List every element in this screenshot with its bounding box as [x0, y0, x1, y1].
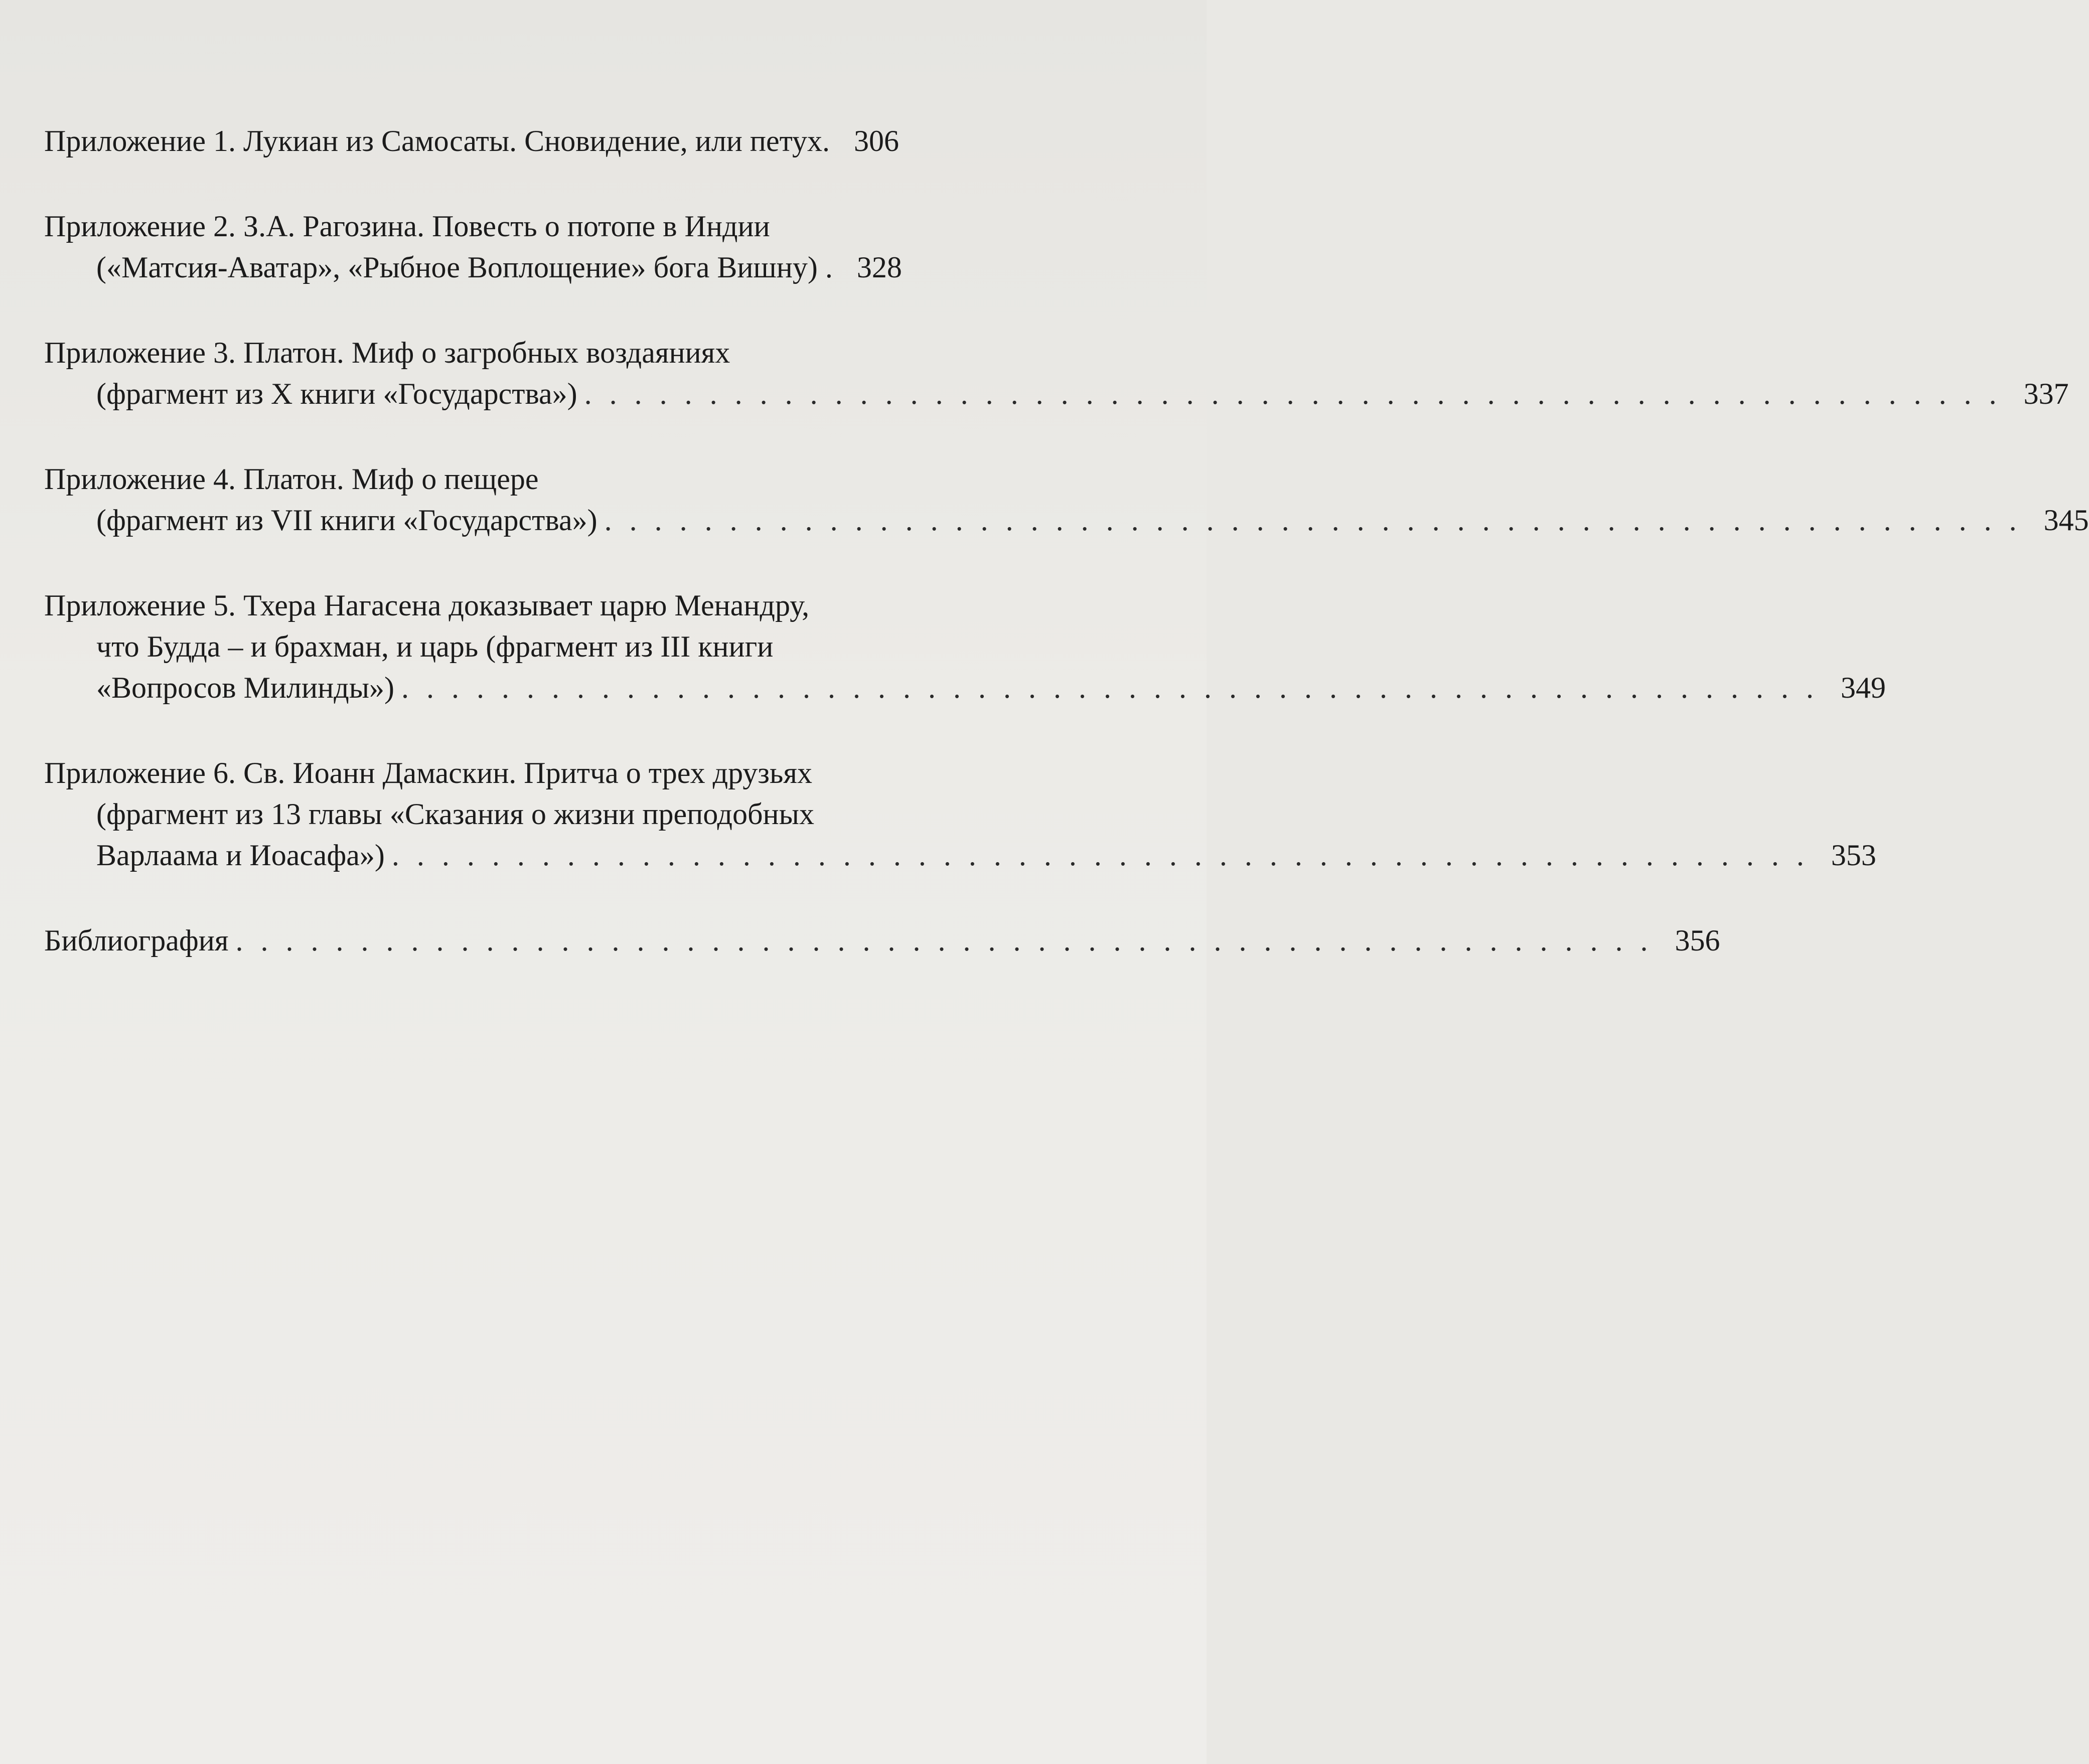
toc-entry-title: Приложение 5. Тхера Нагасена доказывает царю Менандру,: [44, 589, 810, 622]
toc-entry-appendix-6: [44, 752, 1876, 876]
toc-line: [44, 920, 1720, 961]
toc-entry-appendix-2: [44, 206, 1027, 288]
toc-entry-title-cont: (фрагмент из 13 главы «Сказания о жизни преподобных: [96, 797, 814, 831]
toc-line: [44, 373, 2069, 414]
toc-entry-title-cont: «Вопросов Милинды»): [96, 671, 395, 704]
toc-page-number: 337: [2023, 377, 2069, 410]
toc-entry-appendix-1: [44, 120, 1027, 162]
toc-leader-dots: . . . . . . . . . . . . . . . . . . . . . . . . . . . . . . . . . . . . . . . . . . . . . . . . . . . . . . . . .: [401, 671, 1819, 704]
toc-page-number: 356: [1675, 924, 1720, 957]
toc-entry-title-cont: Варлаама и Иоасафа»): [96, 839, 385, 872]
toc-line: [44, 458, 1027, 500]
toc-entry-title: Библиография: [44, 924, 229, 957]
toc-line: [44, 120, 1027, 162]
toc-entry-title-cont: что Будда – и брахман, и царь (фрагмент из III книги: [96, 630, 774, 663]
toc-leader-dots: . . . . . . . . . . . . . . . . . . . . . . . . . . . . . . . . . . . . . . . . . . . . . . . . . . . . . . . . .: [391, 839, 1809, 872]
toc-leader-dots: . . . . . . . . . . . . . . . . . . . . . . . . . . . . . . . . . . . . . . . . . . . . . . . . . . . . . . . . .: [584, 377, 2002, 410]
toc-line: [44, 835, 1876, 876]
table-of-contents: [44, 120, 2089, 1005]
toc-line: [44, 332, 1027, 373]
toc-line: [44, 247, 1027, 288]
toc-line: [44, 500, 2089, 541]
toc-entry-title: Приложение 1. Лукиан из Самосаты. Сновидение, или петух.: [44, 124, 830, 157]
toc-line: [44, 585, 1027, 626]
toc-line: [44, 793, 1027, 835]
toc-page-number: 328: [856, 251, 902, 284]
toc-entry-appendix-3: [44, 332, 2069, 414]
toc-line: [44, 626, 1027, 667]
toc-page-number: 345: [2043, 504, 2089, 537]
toc-entry-appendix-4: [44, 458, 2089, 541]
toc-line: [44, 667, 1886, 708]
toc-line: [44, 206, 1027, 247]
toc-entry-title: Приложение 2. З.А. Рагозина. Повесть о потопе в Индии: [44, 210, 770, 243]
toc-entry-appendix-5: [44, 585, 1886, 708]
toc-entry-title-cont: («Матсия-Аватар», «Рыбное Воплощение» бога Вишну) .: [96, 251, 833, 284]
toc-entry-title-cont: (фрагмент из VII книги «Государства»): [96, 504, 598, 537]
toc-entry-bibliography: [44, 920, 1720, 961]
toc-leader-dots: . . . . . . . . . . . . . . . . . . . . . . . . . . . . . . . . . . . . . . . . . . . . . . . . . . . . . . . . .: [604, 504, 2022, 537]
toc-entry-title: Приложение 3. Платон. Миф о загробных воздаяниях: [44, 336, 730, 369]
toc-page-number: 353: [1831, 839, 1876, 872]
toc-entry-title-cont: (фрагмент из X книги «Государства»): [96, 377, 577, 410]
toc-page-number: 349: [1841, 671, 1886, 704]
toc-entry-title: Приложение 6. Св. Иоанн Дамаскин. Притча о трех друзьях: [44, 756, 812, 789]
toc-entry-title: Приложение 4. Платон. Миф о пещере: [44, 462, 539, 496]
toc-leader-dots: . . . . . . . . . . . . . . . . . . . . . . . . . . . . . . . . . . . . . . . . . . . . . . . . . . . . . . . . .: [235, 924, 1653, 957]
toc-page-number: 306: [854, 124, 900, 157]
toc-line: [44, 752, 1027, 793]
